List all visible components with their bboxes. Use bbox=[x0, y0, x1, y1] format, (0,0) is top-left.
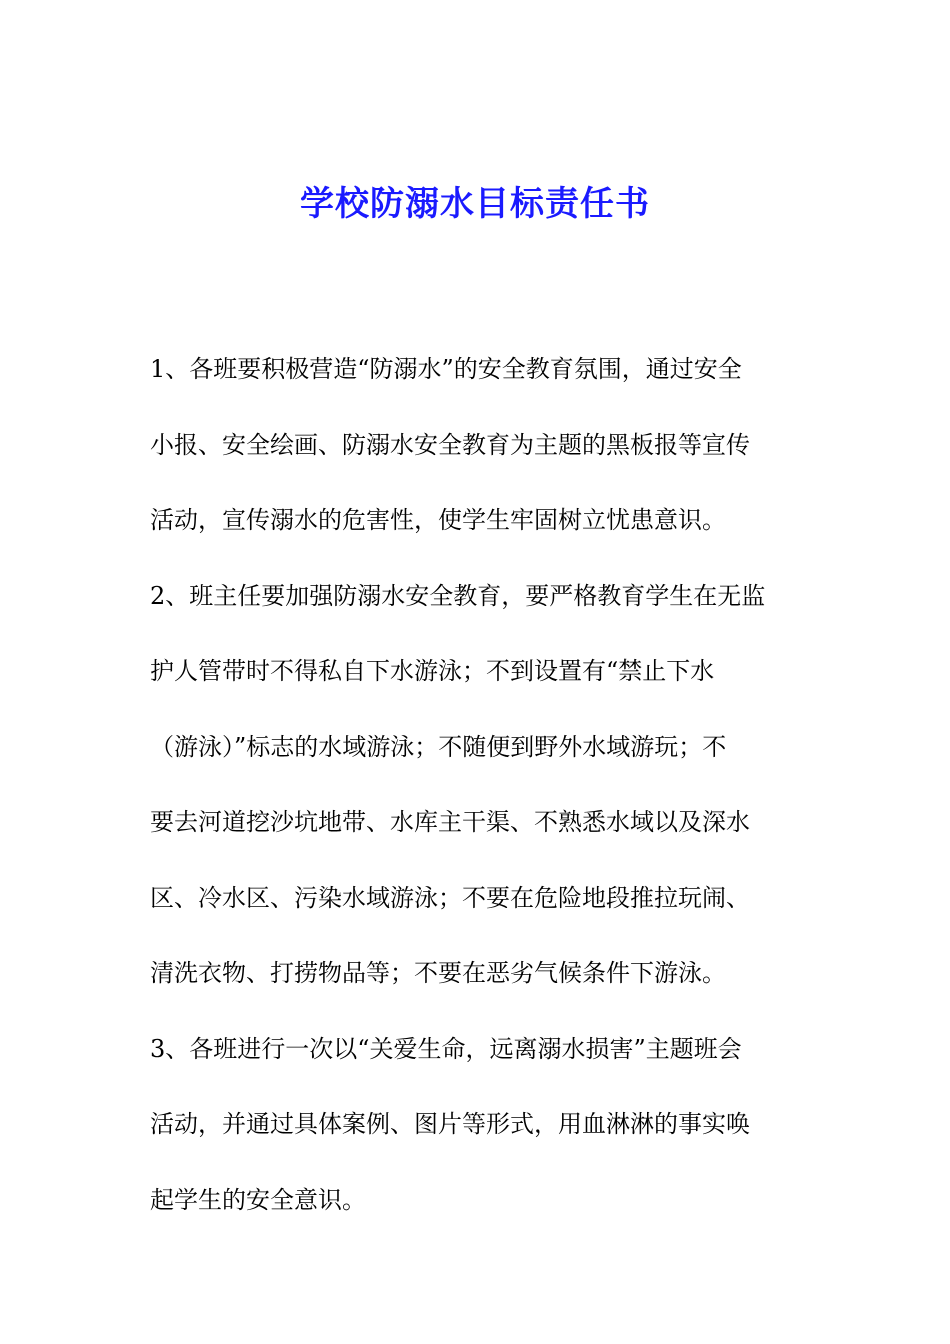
body-line: 护人管带时不得私自下水游泳；不到设置有“禁止下水 bbox=[150, 657, 715, 685]
body-line: 起学生的安全意识。 bbox=[150, 1185, 366, 1214]
body-line: 2、班主任要加强防溺水安全教育，要严格教育学生在无监 bbox=[150, 581, 766, 610]
body-line: （游泳）”标志的水域游泳；不随便到野外水域游玩；不 bbox=[150, 732, 727, 761]
body-line: 清洗衣物、打捞物品等；不要在恶劣气候条件下游泳。 bbox=[150, 959, 726, 987]
body-line: 3、各班进行一次以“关爱生命，远离溺水损害”主题班会 bbox=[150, 1034, 742, 1063]
document-title: 学校防溺水目标责任书 bbox=[300, 184, 650, 224]
body-line: 1、各班要积极营造“防溺水”的安全教育氛围，通过安全 bbox=[150, 355, 742, 383]
body-line: 小报、安全绘画、防溺水安全教育为主题的黑板报等宣传 bbox=[150, 430, 750, 459]
body-line: 区、冷水区、污染水域游泳；不要在危险地段推拉玩闹、 bbox=[150, 883, 750, 912]
body-line: 活动，宣传溺水的危害性，使学生牢固树立忧患意识。 bbox=[150, 506, 726, 534]
document-body bbox=[150, 332, 810, 1238]
body-line: 要去河道挖沙坑地带、水库主干渠、不熟悉水域以及深水 bbox=[150, 808, 750, 836]
body-line: 活动，并通过具体案例、图片等形式，用血淋淋的事实唤 bbox=[150, 1110, 750, 1138]
